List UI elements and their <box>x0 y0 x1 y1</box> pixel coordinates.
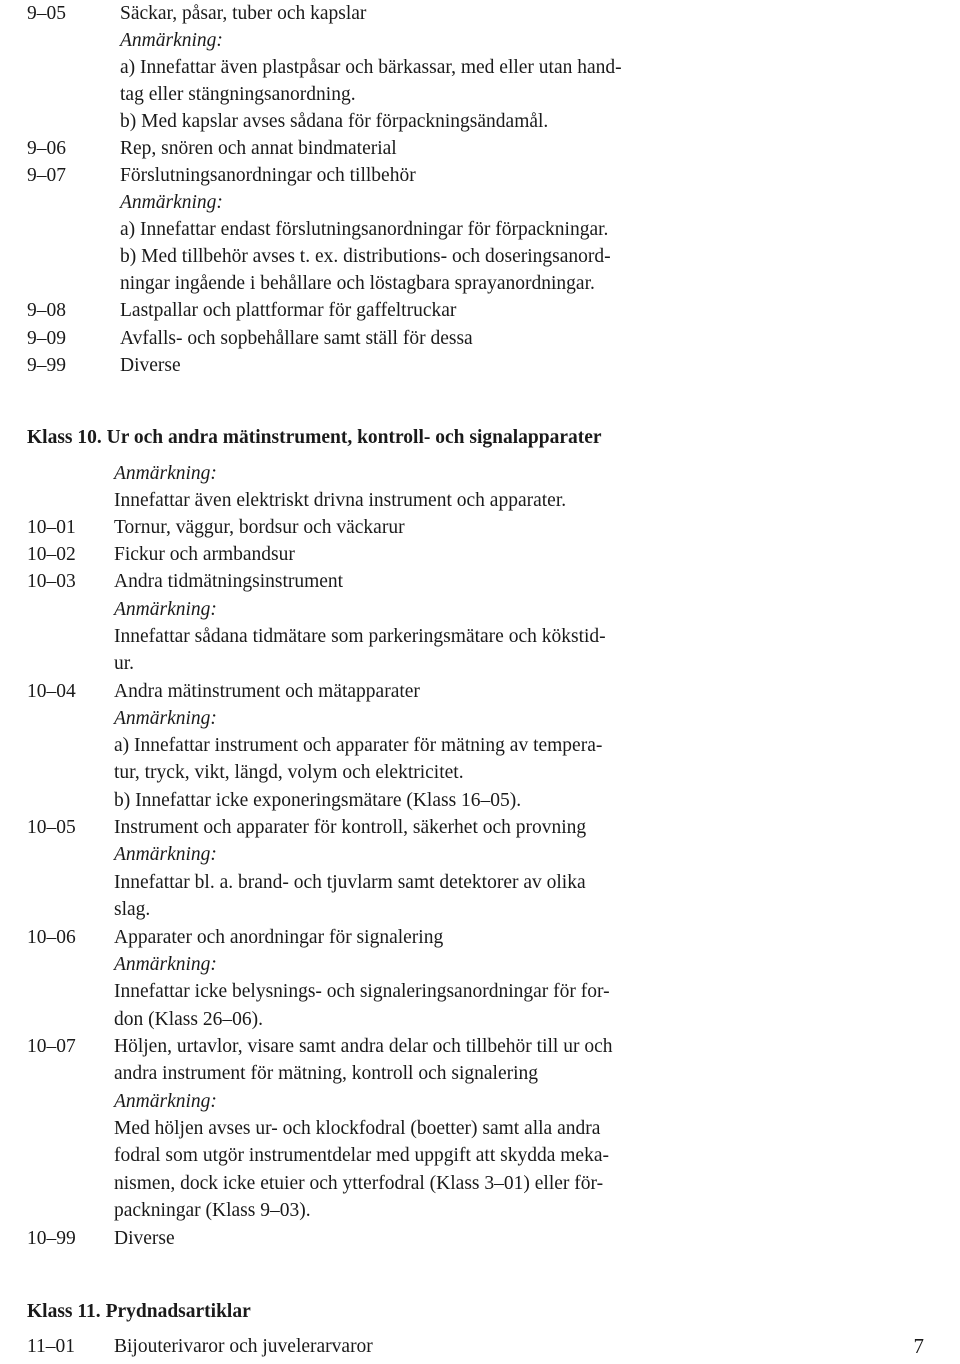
note-text: a) Innefattar endast förslutningsanordningar för förpackningar. <box>120 219 609 240</box>
note-text: a) Innefattar instrument och apparater för mätning av tempera- <box>114 735 603 756</box>
item-code: 10–99 <box>27 1228 76 1249</box>
note-text: ningar ingående i behållare och löstagbara sprayanordningar. <box>120 273 595 294</box>
item-title: Fickur och armbandsur <box>114 544 295 565</box>
item-title: Andra mätinstrument och mätapparater <box>114 681 420 702</box>
note-label: Anmärkning: <box>114 1091 217 1112</box>
class-title: Ur och andra mätinstrument, kontroll- och signalapparater <box>106 427 602 448</box>
note-label: Anmärkning: <box>114 708 217 729</box>
item-code: 10–02 <box>27 544 76 565</box>
class-heading <box>27 1298 251 1325</box>
item-code: 9–06 <box>27 138 66 159</box>
item-code: 10–05 <box>27 817 76 838</box>
item-title: Tornur, väggur, bordsur och väckarur <box>114 517 405 538</box>
class-label: Klass 10. <box>27 427 102 448</box>
note-text: ur. <box>114 653 135 674</box>
item-title: andra instrument för mätning, kontroll och signalering <box>114 1063 539 1084</box>
note-text: nismen, dock icke etuier och ytterfodral (Klass 3–01) eller för- <box>114 1173 604 1194</box>
note-text: tag eller stängningsanordning. <box>120 84 356 105</box>
note-text: don (Klass 26–06). <box>114 1009 263 1030</box>
note-label: Anmärkning: <box>114 599 217 620</box>
item-title: Avfalls- och sopbehållare samt ställ för dessa <box>120 328 473 349</box>
item-title: Instrument och apparater för kontroll, säkerhet och provning <box>114 817 587 838</box>
item-title: Höljen, urtavlor, visare samt andra delar och tillbehör till ur och <box>114 1036 613 1057</box>
note-label: Anmärkning: <box>120 192 223 213</box>
class-title: Prydnadsartiklar <box>105 1301 251 1322</box>
note-text: packningar (Klass 9–03). <box>114 1200 311 1221</box>
item-code: 10–04 <box>27 681 76 702</box>
item-code: 9–99 <box>27 355 66 376</box>
note-text: Med höljen avses ur- och klockfodral (boetter) samt alla andra <box>114 1118 601 1139</box>
note-text: a) Innefattar även plastpåsar och bärkassar, med eller utan hand- <box>120 57 622 78</box>
item-code: 10–06 <box>27 927 76 948</box>
note-text: slag. <box>114 899 151 920</box>
item-title: Bijouterivaror och juvelerarvaror <box>114 1336 373 1357</box>
note-text: Innefattar icke belysnings- och signaleringsanordningar för for- <box>114 981 610 1002</box>
note-text: b) Med tillbehör avses t. ex. distributions- och doseringsanord- <box>120 246 611 267</box>
note-text: b) Innefattar icke exponeringsmätare (Klass 16–05). <box>114 790 522 811</box>
item-title: Diverse <box>114 1228 175 1249</box>
item-title: Säckar, påsar, tuber och kapslar <box>120 3 367 24</box>
item-code: 9–05 <box>27 3 66 24</box>
note-label: Anmärkning: <box>114 463 217 484</box>
item-title: Förslutningsanordningar och tillbehör <box>120 165 416 186</box>
class-heading <box>27 424 602 451</box>
item-code: 11–01 <box>27 1336 76 1357</box>
item-code: 9–08 <box>27 300 66 321</box>
item-code: 10–01 <box>27 517 76 538</box>
item-code: 10–03 <box>27 571 76 592</box>
page-number: 7 <box>913 1334 924 1358</box>
item-title: Diverse <box>120 355 181 376</box>
item-code: 9–09 <box>27 328 66 349</box>
note-text: Innefattar bl. a. brand- och tjuvlarm samt detektorer av olika <box>114 872 586 893</box>
note-label: Anmärkning: <box>114 954 217 975</box>
note-label: Anmärkning: <box>120 30 223 51</box>
item-code: 10–07 <box>27 1036 76 1057</box>
note-text: fodral som utgör instrumentdelar med uppgift att skydda meka- <box>114 1145 609 1166</box>
item-title: Apparater och anordningar för signalering <box>114 927 444 948</box>
note-label: Anmärkning: <box>114 844 217 865</box>
item-title: Lastpallar och plattformar för gaffeltruckar <box>120 300 457 321</box>
note-text: Innefattar även elektriskt drivna instrument och apparater. <box>114 490 567 511</box>
note-text: b) Med kapslar avses sådana för förpackningsändamål. <box>120 111 549 132</box>
item-title: Rep, snören och annat bindmaterial <box>120 138 397 159</box>
note-text: Innefattar sådana tidmätare som parkeringsmätare och kökstid- <box>114 626 606 647</box>
item-code: 9–07 <box>27 165 66 186</box>
class-label: Klass 11. <box>27 1301 101 1322</box>
note-text: tur, tryck, vikt, längd, volym och elektricitet. <box>114 762 464 783</box>
item-title: Andra tidmätningsinstrument <box>114 571 344 592</box>
